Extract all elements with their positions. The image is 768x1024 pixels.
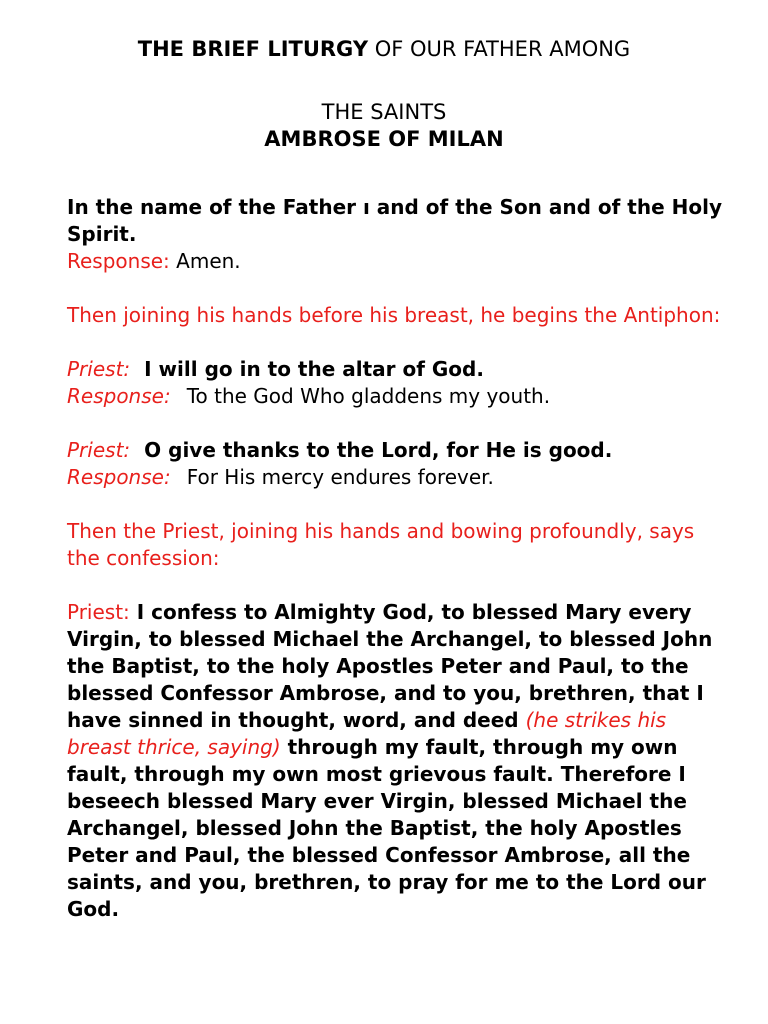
response-label: Response: — [67, 249, 170, 273]
confession-paragraph — [67, 599, 727, 923]
confession-rubric: (he strikes his breast thrice, saying) — [67, 708, 667, 759]
title-bold: THE BRIEF LITURGY — [137, 37, 369, 61]
priest-line-1 — [67, 356, 727, 383]
rubric-antiphon: Then joining his hands before his breast, he begins the Antiphon: — [67, 303, 721, 327]
invocation-text: In the name of the Father ı and of the Son and of the Holy Spirit. — [67, 195, 722, 246]
response-label: Response: — [67, 465, 171, 489]
priest-text: I will go in to the altar of God. — [144, 357, 484, 381]
response-text: Amen. — [169, 249, 241, 273]
rubric-confession: Then the Priest, joining his hands and bowing profoundly, says the confession: — [67, 519, 695, 570]
confession-part-1: I confess to Almighty God, to blessed Mary every Virgin, to blessed Michael the Archangel, to blessed John the Baptist, to the holy Apostles Peter and Paul, to the blessed Confessor Ambrose, and to you, brethren, that I have sinned in thought, word, and deed — [67, 600, 713, 732]
invocation-response — [67, 248, 727, 275]
title-block — [0, 99, 768, 153]
priest-label: Priest: — [67, 438, 131, 462]
response-line-1 — [67, 383, 727, 410]
response-text: To the God Who gladdens my youth. — [186, 384, 551, 408]
priest-label: Priest: — [67, 357, 131, 381]
title-line-3: AMBROSE OF MILAN — [264, 127, 504, 151]
priest-line-2 — [67, 437, 727, 464]
response-label: Response: — [67, 384, 171, 408]
title-line-2: THE SAINTS — [321, 100, 447, 124]
confession-part-2: through my fault, through my own fault, through my own most grievous fault. Therefore I beseech blessed Mary ever Virgin, blessed Michael the Archangel, blessed John the Baptist, the holy Apostles Peter and Paul, the blessed Confessor Ambrose, all the saints, and you, brethren, to pray for me to the Lord our God. — [67, 735, 706, 921]
priest-label: Priest: — [67, 600, 130, 624]
liturgy-body — [67, 194, 727, 923]
title-line-1 — [0, 36, 768, 63]
title-rest: OF OUR FATHER AMONG — [368, 37, 631, 61]
response-text: For His mercy endures forever. — [186, 465, 494, 489]
priest-text: O give thanks to the Lord, for He is good. — [144, 438, 613, 462]
response-line-2 — [67, 464, 727, 491]
